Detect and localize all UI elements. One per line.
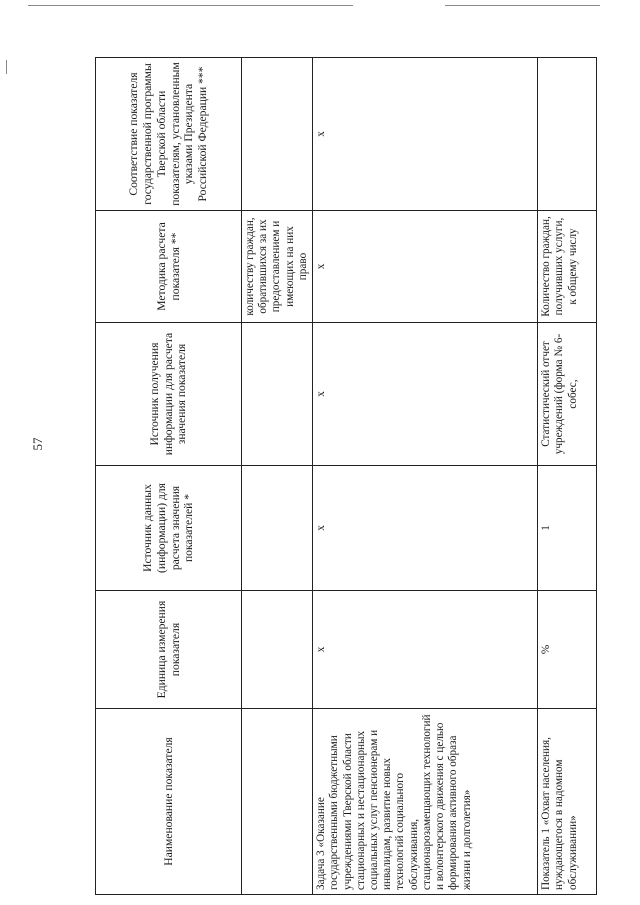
table-row [313, 58, 538, 895]
cell-name: Задача 3 «Оказание государственными бюджетными учреждениями Тверской области стационарных и нестационарных социальных услуг пенсионерам и инвалидам, развитие новых технологий социального обслуживания, стационарозамещающих технологий и волонтерского движения с целью формирования активного образа жизни и долголетия» [313, 709, 538, 895]
cell-method: x [313, 211, 538, 323]
cell-name [242, 709, 313, 895]
cell-method: количеству граждан, обратившихся за их предоставлением и имеющих на них право [242, 211, 313, 323]
cell-info-source [242, 323, 313, 466]
indicator-table [95, 58, 582, 895]
cell-name: Показатель 1 «Охват населения, нуждающегося в надомном обслуживании» [538, 709, 597, 895]
cell-data-source [242, 466, 313, 591]
cell-compliance [242, 58, 313, 211]
scan-edge-top-right [445, 5, 600, 6]
cell-data-source: 1 [538, 466, 597, 591]
cell-compliance: x [313, 58, 538, 211]
indicator-table-grid [95, 57, 597, 895]
table-row [538, 58, 597, 895]
cell-unit: x [313, 591, 538, 709]
cell-unit: % [538, 591, 597, 709]
header-calc-method: Методика расчета показателя ** [96, 211, 242, 323]
scan-edge-left [6, 60, 7, 74]
page-number: 57 [30, 437, 45, 451]
header-unit: Единица измерения показателя [96, 591, 242, 709]
cell-compliance [538, 58, 597, 211]
cell-unit [242, 591, 313, 709]
header-info-source: Источник получения информации для расчета значения показателя [96, 323, 242, 466]
header-data-source: Источник данных (информации) для расчета значения показателей * [96, 466, 242, 591]
table-header-row [96, 58, 242, 895]
table-row [242, 58, 313, 895]
cell-info-source: Статистический отчет учреждений (форма № 6-собес, [538, 323, 597, 466]
header-decree-compliance: Соответствие показателя государственной программы Тверской области показателям, установленным указами Президента Российской Федерации *** [96, 58, 242, 211]
header-indicator-name: Наименование показателя [96, 709, 242, 895]
cell-info-source: x [313, 323, 538, 466]
cell-method: Количество граждан, получивших услуги, к общему числу [538, 211, 597, 323]
cell-data-source: x [313, 466, 538, 591]
scan-edge-top [28, 5, 353, 6]
